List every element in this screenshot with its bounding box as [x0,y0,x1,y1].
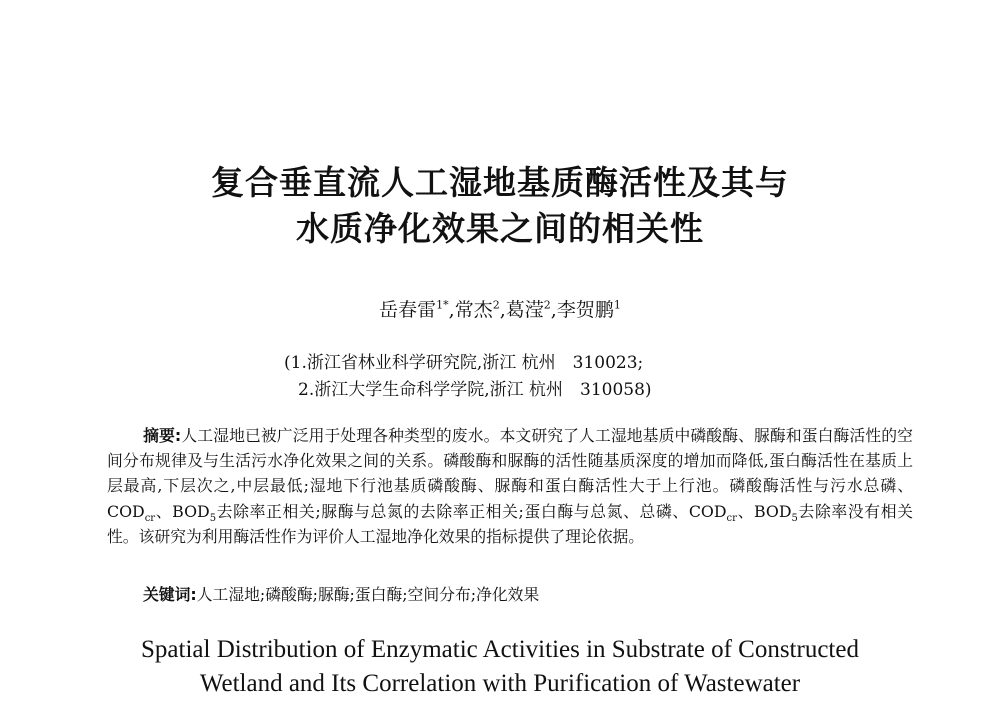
subscript: 5 [791,512,798,524]
affiliation-line-1: (1.浙江省林业科学研究院,浙江 杭州 310023; [284,353,644,373]
abstract-text: 人工湿地已被广泛用于处理各种类型的废水。本文研究了人工湿地基质中磷酸酶、脲酶和蛋白酶活性的空间分布规律及与生活污水净化效果之间的关系。磷酸酶和脲酶的活性随基质深度的增加而降低,蛋白酶活性在基质上层最高,下层次之,中层最低;湿地下行池基质磷酸酶、脲酶和蛋白酶活性大于上行池。磷酸酶活性与污水总磷、COD [107,426,913,521]
keywords-text: 人工湿地;磷酸酶;脲酶;蛋白酶;空间分布;净化效果 [196,585,540,604]
english-title-line-2: Wetland and Its Correlation with Purification of Wastewater [199,670,801,697]
author-affiliation-mark: 2 [543,298,551,312]
abstract [107,423,913,549]
affiliations [240,350,800,404]
author-affiliation-mark: 1* [436,298,449,312]
author-affiliation-mark: 1 [613,298,621,312]
author-name: 岳春雷 [379,299,437,321]
author-name: 常杰 [454,299,493,321]
author-list: 岳春雷$^{1*}$,常杰$^2$,葛滢$^2$,李贺鹏$^1$ [379,298,621,321]
abstract-label: 摘要: [143,426,182,445]
keywords [143,582,539,607]
affiliation-line-2: 2.浙江大学生命科学学院,浙江 杭州 310058) [298,380,652,400]
abstract-text: 去除率没有相关性。该研究为利用酶活性作为评价人工湿地净化效果的指标提供了理论依据。 [107,501,913,546]
abstract-text: 、BOD [736,501,792,521]
title-line-2: 水质净化效果之间的相关性 [296,209,704,248]
subscript: cr [726,512,737,524]
author-affiliation-mark: 2 [492,298,500,312]
abstract-text: 、BOD [155,501,210,521]
english-title [0,633,1000,701]
author-name: 葛滢 [505,299,544,321]
subscript: cr [144,512,156,524]
subscript: 5 [209,512,217,524]
paper-title [0,160,1000,252]
keywords-label: 关键词: [143,585,197,604]
title-line-1: 复合垂直流人工湿地基质酶活性及其与 [211,163,789,202]
english-title-line-1: Spatial Distribution of Enzymatic Activities in Substrate of Constructed [141,636,859,663]
abstract-text: 去除率正相关;脲酶与总氮的去除率正相关;蛋白酶与总氮、总磷、COD [216,501,727,521]
author-name: 李贺鹏 [556,299,614,321]
